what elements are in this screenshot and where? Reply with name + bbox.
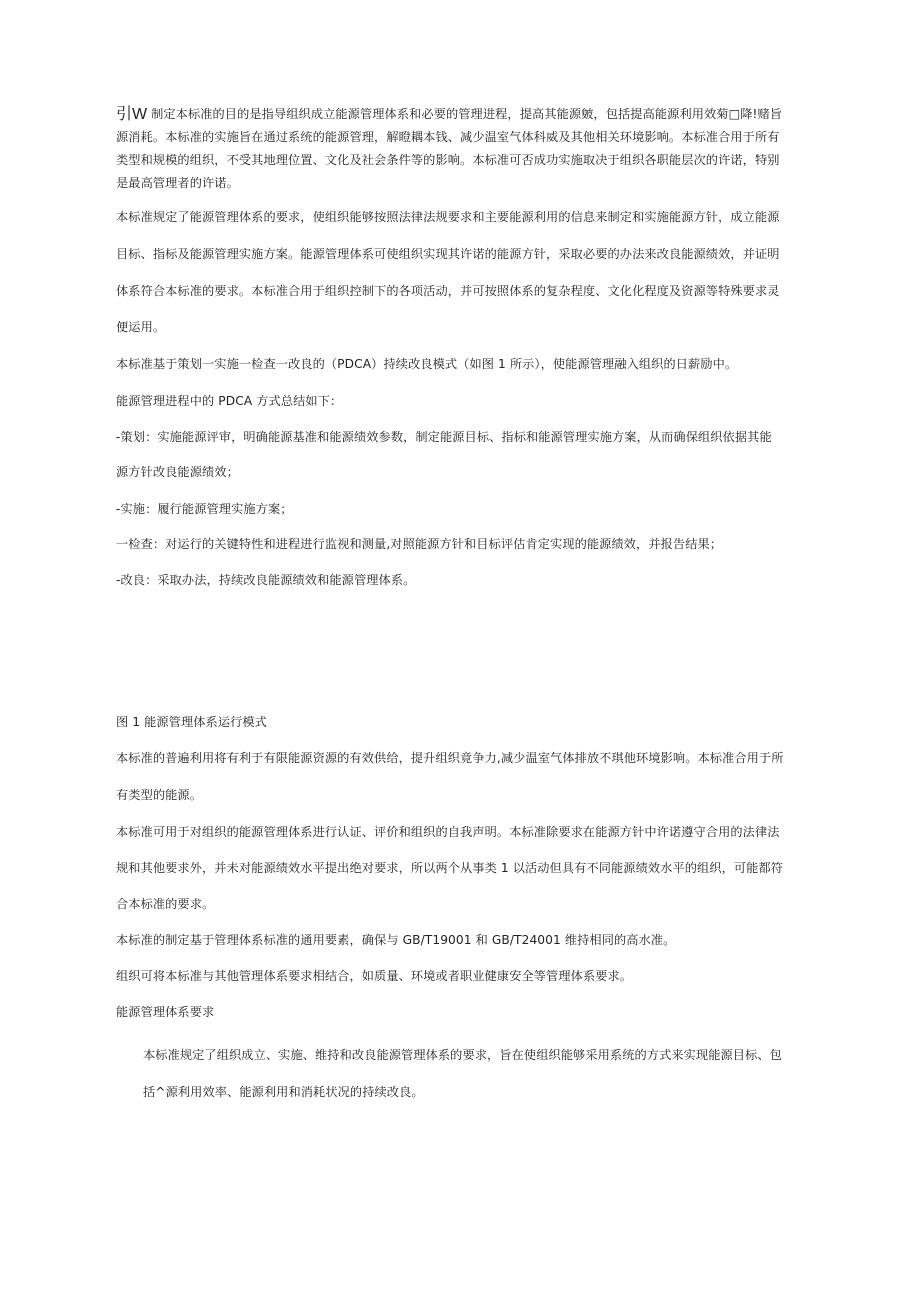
check-item: 一检查：对运行的关键特性和进程进行监视和测量,对照能源方针和目标评估肯定实现的能源绩效，并报告结果； [116, 537, 723, 551]
certification-paragraph-line-3: 合本标准的要求。 [116, 897, 215, 911]
plan-item-line-2: 源方针改良能源绩效； [116, 465, 239, 479]
scope-paragraph-line-2: 目标、指标及能源管理实施方案。能源管理体系可使组织实现其许诺的能源方针，采取必要的办法来改良能源绩效，并证明 [116, 247, 780, 261]
application-paragraph-line-2: 有类型的能源。 [116, 788, 203, 802]
integration-paragraph: 组织可将本标准与其他管理体系要求相结合，如质量、环境或者职业健康安全等管理体系要求。 [116, 969, 633, 983]
intro-lead-text: 引W [116, 106, 148, 123]
scope-paragraph-line-4: 便运用。 [116, 320, 166, 334]
plan-item-line-1: -策划：实施能源评审，明确能源基准和能源绩效参数，制定能源目标、指标和能源管理实施方案，从而确保组织依据其能 [116, 430, 772, 444]
act-item: -改良：采取办法，持续改良能源绩效和能源管理体系。 [116, 573, 416, 587]
scope-paragraph-line-3: 体系符合本标准的要求。本标准合用于组织控制下的各项活动，并可按照体系的复杂程度、文化化程度及资源等特殊要求灵 [116, 284, 780, 298]
do-item: -实施：履行能源管理实施方案； [116, 502, 293, 516]
application-paragraph-line-1: 本标准的普遍利用将有利于有限能源资源的有效供给，提升组织竟争力,减少温室气体排放不琪他环境影响。本标准合用于所 [116, 751, 784, 765]
certification-paragraph-line-1: 本标准可用于对组织的能源管理体系进行认证、评价和组织的自我声明。本标准除要求在能源方针中许诺遵守合用的法律法 [116, 825, 780, 839]
scope-paragraph-line-1: 本标准规定了能源管理体系的要求，使组织能够按照法律法规要求和主要能源利用的信息来制定和实施能源方针，成立能源 [116, 210, 780, 224]
pdca-summary-intro: 能源管理进程中的 PDCA 方式总结如下： [116, 394, 343, 408]
common-elements-paragraph: 本标准的制定基于管理体系标准的通用要素，确保与 GB/T19001 和 GB/T24001 维持相同的高水准。 [116, 933, 676, 947]
section-heading: 能源管理体系要求 [116, 1005, 215, 1019]
certification-paragraph-line-2: 规和其他要求外，并未对能源绩效水平提出绝对要求，所以两个从事类 1 以活动但具有不同能源绩效水平的组织，可能都符 [116, 861, 784, 875]
intro-body-text: 制定本标准的目的是指导组织成立能源管理体系和必要的管理进程，提高其能源皴，包括提高能源利用效菊□降!赌旨源消耗。本标准的实施旨在通过系统的能源管理，解瞪耦本钱、减少温室气体科威及其他相关环境影响。本标准合用于所有类型和规模的组织，不受其地理位置、文化及社会条件等的影响。本标准可否成功实施取决于组织各职能层次的许诺，特别是最高管理者的许诺。 [116, 107, 783, 190]
requirements-paragraph-line-1: 本标准规定了组织成立、实施、维持和改良能源管理体系的要求，旨在使组织能够采用系统的方式来实现能源目标、包 [143, 1048, 782, 1062]
requirements-paragraph-line-2: 括^源利用效率、能源利用和消耗状况的持续改良。 [143, 1085, 424, 1099]
intro-paragraph [116, 103, 788, 195]
pdca-model-paragraph: 本标准基于策划一实施一检查一改良的（PDCA）持续改良模式（如图 1 所示），使能源管理融入组织的日薪励中。 [116, 357, 738, 371]
figure-caption: 图 1 能源管理体系运行模式 [116, 715, 267, 729]
